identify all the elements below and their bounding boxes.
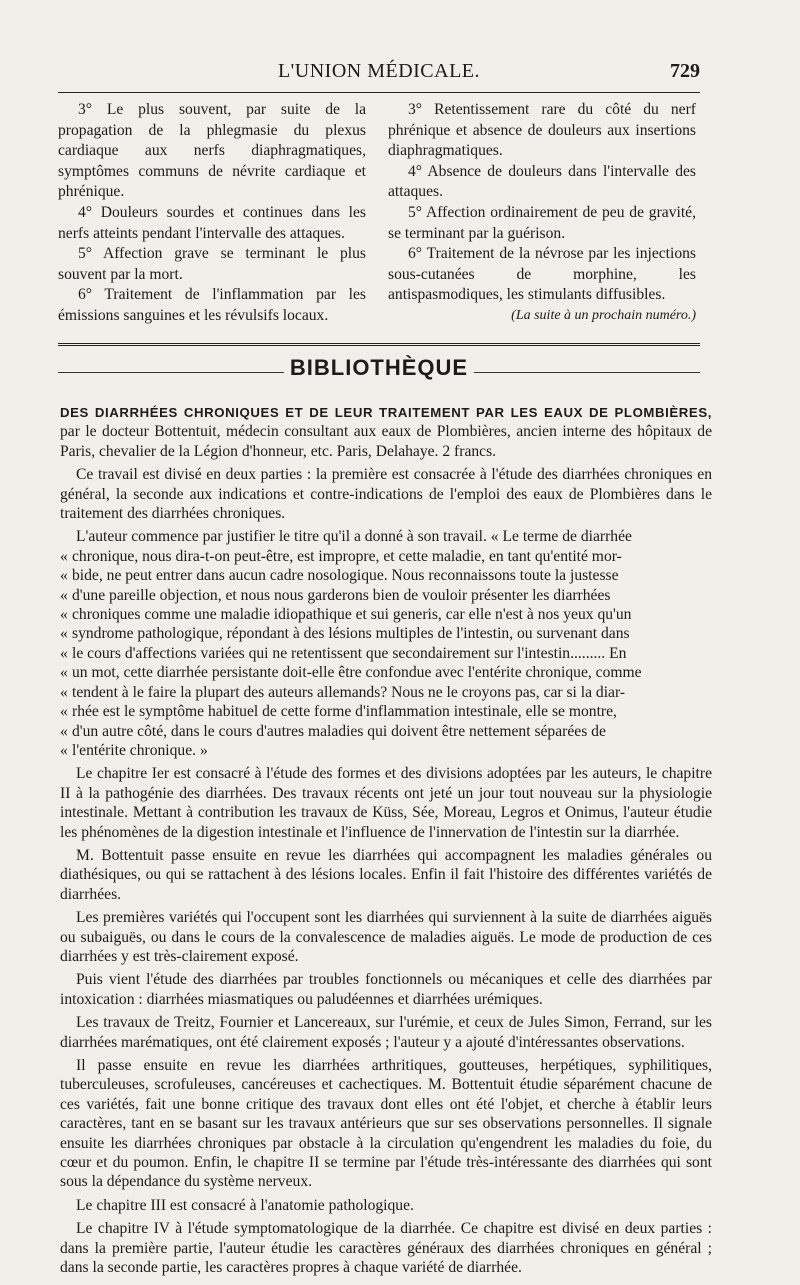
- quote-line: « chronique, nous dira-t-on peut-être, est impropre, et cette maladie, en tant qu'entité mor-: [60, 547, 712, 566]
- book-citation: [60, 403, 712, 461]
- right-item-3: 3° Retentissement rare du côté du nerf phrénique et absence de douleurs aux insertions diaphragmatiques.: [388, 101, 696, 160]
- section-double-rule: [58, 343, 700, 350]
- quote-line: « un mot, cette diarrhée persistante doit-elle être confondue avec l'entérite chronique, comme: [60, 663, 712, 682]
- left-item-5: 5° Affection grave se terminant le plus souvent par la mort.: [58, 245, 366, 283]
- paragraph: Le chapitre IV à l'étude symptomatologique de la diarrhée. Ce chapitre est divisé en deux parties : dans la première partie, l'auteur étudie les caractères généraux des diarrhées chroniques en général ; dans la seconde partie, les caractères propres à chaque variété de diarrhée.: [60, 1220, 712, 1277]
- right-item-6: 6° Traitement de la névrose par les injections sous-cutanées de morphine, les antispasmodiques, les stimulants diffusibles.: [388, 245, 696, 304]
- quote-line: « d'un autre côté, dans le cours d'autres maladies qui doivent être nettement séparées de: [60, 722, 712, 741]
- book-title: DES DIARRHÉES CHRONIQUES ET DE LEUR TRAITEMENT PAR LES EAUX DE PLOMBIÈRES,: [60, 405, 712, 420]
- paragraph-intro: L'auteur commence par justifier le titre qu'il a donné à son travail. « Le terme de diarrhée: [76, 528, 632, 546]
- right-item-5: 5° Affection ordinairement de peu de gravité, se terminant par la guérison.: [388, 203, 696, 242]
- review-body: [60, 403, 712, 1281]
- page-number: 729: [670, 60, 700, 82]
- journal-title: L'UNION MÉDICALE.: [277, 60, 481, 82]
- quote-line: « tendent à le faire la plupart des auteurs allemands? Nous ne le croyons pas, car si la diar-: [60, 683, 712, 702]
- quote-line: « bide, ne peut entrer dans aucun cadre nosologique. Nous reconnaissons toute la justesse: [60, 566, 712, 585]
- quote-line: « chroniques comme une maladie idiopathique et sui generis, car elle n'est à nos yeux qu'un: [60, 605, 712, 624]
- paragraph: Les travaux de Treitz, Fournier et Lancereaux, sur l'urémie, et ceux de Jules Simon, Ferrand, sur les diarrhées marématiques, ont été clairement exposés ; l'auteur y a ajouté d'intéressantes observations.: [60, 1014, 712, 1051]
- left-item-4: 4° Douleurs sourdes et continues dans les nerfs atteints pendant l'intervalle des attaques.: [58, 203, 366, 242]
- left-item-6: 6° Traitement de l'inflammation par les émissions sanguines et les révulsifs locaux.: [58, 286, 366, 324]
- right-item-4: 4° Absence de douleurs dans l'intervalle des attaques.: [388, 162, 696, 201]
- book-info: par le docteur Bottentuit, médecin consultant aux eaux de Plombières, ancien interne des hôpitaux de Paris, chevalier de la Légion d'honneur, etc. Paris, Delahaye. 2 francs.: [60, 423, 712, 460]
- paragraph: Ce travail est divisé en deux parties : la première est consacrée à l'étude des diarrhées chroniques en général, la seconde aux indications et contre-indications de l'emploi des eaux de Plombières dans le traitement des diarrhées chroniques.: [60, 466, 712, 523]
- paragraph: Puis vient l'étude des diarrhées par troubles fonctionnels ou mécaniques et celle des diarrhées par intoxication : diarrhées miasmatiques ou paludéennes et diarrhées urémiques.: [60, 971, 712, 1008]
- comparison-columns: [58, 100, 700, 338]
- paragraph: M. Bottentuit passe ensuite en revue les diarrhées qui accompagnent les maladies générales ou diathésiques, ou qui se rattachent à des lésions locales. Enfin il fait l'histoire des différentes variétés de diarrhées.: [60, 846, 712, 903]
- quote-line: « rhée est le symptôme habituel de cette forme d'inflammation intestinale, elle se montre,: [60, 702, 712, 721]
- quote-line: « l'entérite chronique. »: [60, 741, 712, 760]
- paragraph: Le chapitre III est consacré à l'anatomie pathologique.: [76, 1196, 414, 1214]
- section-title: BIBLIOTHÈQUE: [284, 355, 474, 381]
- left-item-3: 3° Le plus souvent, par suite de la propagation de la phlegmasie du plexus cardiaque aux nerfs diaphragmatiques, symptômes communs de névrite cardiaque et phrénique.: [58, 101, 366, 201]
- paragraph: Les premières variétés qui l'occupent sont les diarrhées qui surviennent à la suite de diarrhées aiguës ou subaiguës, ou dans le cours de la convalescence de maladies aiguës. Le mode de production de ces diarrhées y est très-clairement exposé.: [60, 909, 712, 965]
- paragraph: Il passe ensuite en revue les diarrhées arthritiques, goutteuses, herpétiques, syphilitiques, tuberculeuses, scrofuleuses, cancéreuses et cachectiques. M. Bottentuit étudie séparément chacune de ces variétés, fait une bonne critique des travaux dont elles ont été l'objet, et cherche à établir leurs caractères, tant en se basant sur les travaux antérieurs que sur ses observations personnelles. Il signale ensuite les diarrhées chroniques par obstacle à la circulation qu'engendrent les maladies du foie, du cœur et du poumon. Enfin, le chapitre II se termine par l'étude très-intéressante des diarrhées qui sont sous la dépendance du système nerveux.: [60, 1057, 712, 1191]
- paragraph: Le chapitre Ier est consacré à l'étude des formes et des divisions adoptées par les auteurs, le chapitre II à la pathogénie des diarrhées. Des travaux récents ont jeté un jour tout nouveau sur la physiologie intestinale. Mettant à contribution les travaux de Küss, Sée, Moreau, Legros et Onimus, l'auteur étudie les phénomènes de la digestion intestinale et l'influence de l'innervation de l'intestin sur la diarrhée.: [60, 765, 712, 841]
- quote-line: « d'une pareille objection, et nous nous garderons bien de vouloir présenter les diarrhées: [60, 586, 712, 605]
- right-column: [388, 100, 696, 327]
- page-header: [58, 58, 700, 90]
- header-rule: [58, 92, 700, 93]
- left-column: [58, 100, 366, 327]
- section-heading-wrap: [58, 355, 700, 385]
- quote-line: « le cours d'affections variées qui ne retentissent que secondairement sur l'intestin......... En: [60, 644, 712, 663]
- continuation-note: (La suite à un prochain numéro.): [511, 307, 696, 323]
- quote-line: « syndrome pathologique, répondant à des lésions multiples de l'intestin, ou survenant dans: [60, 624, 712, 643]
